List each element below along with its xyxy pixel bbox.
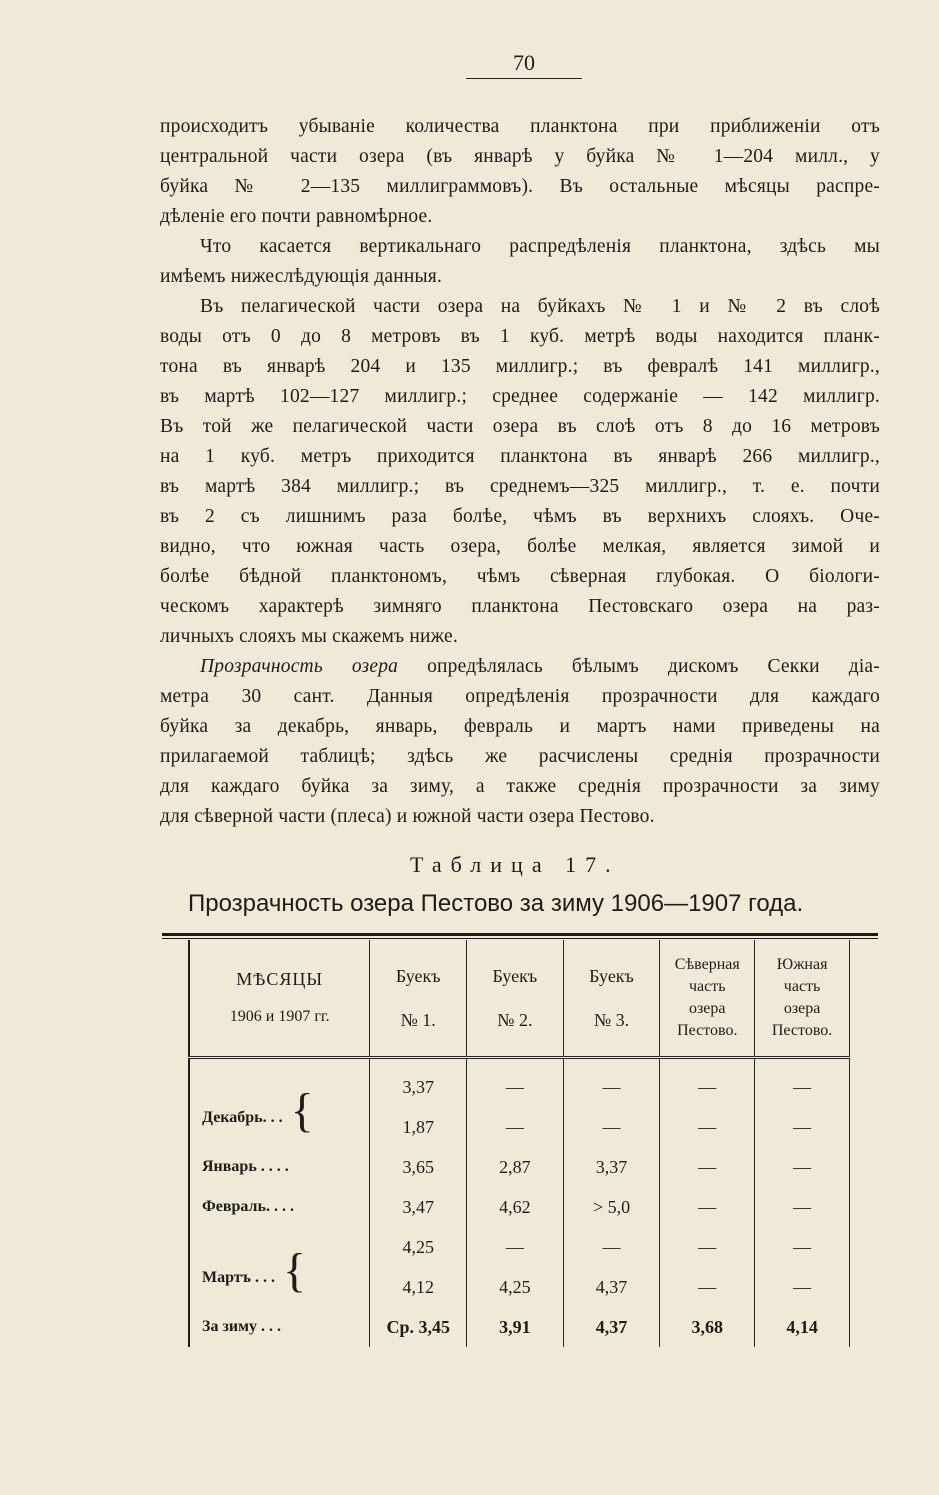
cell-buoy-2: 3,91: [467, 1307, 564, 1347]
cell-south: —: [755, 1058, 850, 1108]
cell-buoy-1: 3,37: [370, 1058, 467, 1108]
cell-north: —: [660, 1147, 755, 1187]
cell-south: —: [755, 1267, 850, 1307]
text-line: происходитъ убываніе количества планктона при приближеніи отъ: [160, 116, 880, 137]
text-line: видно, что южная часть озера, болѣе мелкая, является зимой и: [160, 536, 880, 557]
cell-north: —: [660, 1267, 755, 1307]
header-buoy-3-number: № 3.: [593, 1010, 630, 1030]
table-top-rule-thin: [162, 938, 878, 939]
table-row: [189, 1147, 850, 1187]
header-months-years: 1906 и 1907 гг.: [229, 1008, 330, 1025]
cell-south: —: [755, 1227, 850, 1267]
header-south-line: Южная: [776, 956, 828, 973]
text-line: для каждаго буйка за зиму, а также среднія прозрачности за зиму: [160, 776, 880, 797]
month-label: Мартъ . . .: [202, 1269, 275, 1286]
month-cell: [189, 1227, 370, 1307]
month-cell: Февраль. . . .: [189, 1187, 370, 1227]
text-line: личныхъ слояхъ мы скажемъ ниже.: [160, 626, 458, 647]
cell-buoy-1: 3,47: [370, 1187, 467, 1227]
header-north-line: часть: [688, 978, 726, 995]
text-line: имѣемъ нижеслѣдующія данныя.: [160, 266, 443, 287]
cell-buoy-2: —: [467, 1107, 564, 1147]
text-line: Въ пелагической части озера на буйкахъ № 1 и № 2 въ слоѣ: [200, 296, 880, 317]
cell-north: —: [660, 1107, 755, 1147]
header-north-line: Пестово.: [677, 1022, 738, 1039]
table-top-rule: [162, 933, 878, 936]
header-buoy-1-number: № 1.: [400, 1010, 436, 1030]
paragraph-3: [160, 292, 880, 652]
text-line: въ мартѣ 384 миллигр.; въ среднемъ—325 миллигр., т. е. почти: [160, 476, 880, 497]
header-buoy-2-number: № 2.: [497, 1010, 533, 1030]
cell-north: —: [660, 1227, 755, 1267]
header-buoy-1-title: Буекъ: [395, 966, 441, 986]
header-buoy-2-title: Буекъ: [492, 966, 538, 986]
text-line: буйка № 2—135 миллиграммовъ). Въ остальные мѣсяцы распре-: [160, 176, 880, 197]
cell-buoy-2: 4,62: [467, 1187, 564, 1227]
cell-buoy-3: 3,37: [563, 1147, 660, 1187]
paragraph-1: [160, 112, 880, 232]
header-south-line: часть: [783, 978, 821, 995]
brace-symbol: {: [290, 1084, 314, 1137]
cell-buoy-1: 4,12: [370, 1267, 467, 1307]
month-cell: [189, 1058, 370, 1148]
table-row: [189, 1227, 850, 1267]
cell-buoy-2: 4,25: [467, 1267, 564, 1307]
table-header-row: [189, 940, 850, 1058]
cell-buoy-3: 4,37: [563, 1267, 660, 1307]
cell-buoy-1: 3,65: [370, 1147, 467, 1187]
cell-buoy-3: —: [563, 1058, 660, 1108]
italic-lead: Прозрачность озера: [200, 656, 399, 677]
text-line: центральной части озера (въ январѣ у буйка № 1—204 милл., у: [160, 146, 880, 167]
text-line: буйка за декабрь, январь, февраль и мартъ нами приведены на: [160, 716, 880, 737]
text-line: ческомъ характерѣ зимняго планктона Пестовскаго озера на раз-: [160, 596, 880, 617]
cell-south: —: [755, 1187, 850, 1227]
text-fragment: опредѣлялась бѣлымъ дискомъ Секки діа-: [398, 656, 880, 677]
header-buoy-3-title: Буекъ: [589, 966, 634, 986]
text-line: болѣе бѣдной планктономъ, чѣмъ сѣверная глубокая. О біологи-: [160, 566, 880, 587]
brace-symbol: {: [282, 1244, 307, 1297]
text-line: для сѣверной части (плеса) и южной части озера Пестово.: [160, 806, 655, 827]
text-line: тона въ январѣ 204 и 135 миллигр.; въ февралѣ 141 миллигр.,: [160, 356, 880, 377]
paragraph-2: [160, 232, 880, 292]
cell-buoy-1: Ср. 3,45: [370, 1307, 467, 1347]
cell-buoy-1: 4,25: [370, 1227, 467, 1267]
text-line: Что касается вертикальнаго распредѣленія планктона, здѣсь мы: [200, 236, 880, 257]
cell-buoy-3: —: [563, 1227, 660, 1267]
table-row-total: [189, 1307, 850, 1347]
cell-north: —: [660, 1187, 755, 1227]
header-buoy-1: [370, 940, 467, 1058]
text-line: въ 2 съ лишнимъ раза болѣе, чѣмъ въ верхнихъ слояхъ. Оче-: [160, 506, 880, 527]
header-months-title: МѢСЯЦЫ: [236, 969, 324, 989]
header-south: [755, 940, 850, 1058]
cell-buoy-2: —: [467, 1227, 564, 1267]
cell-south: 4,14: [755, 1307, 850, 1347]
text-line: на 1 куб. метръ приходится планктона въ январѣ 266 миллигр.,: [160, 446, 880, 467]
transparency-table: [188, 940, 850, 1347]
cell-buoy-3: —: [563, 1107, 660, 1147]
table-label: Таблица 17.: [410, 852, 620, 877]
cell-buoy-2: —: [467, 1058, 564, 1108]
cell-north: 3,68: [660, 1307, 755, 1347]
header-months: [189, 940, 370, 1058]
body-text: [160, 112, 880, 832]
table-row: [189, 1058, 850, 1108]
header-north-line: Сѣверная: [674, 956, 740, 973]
text-line: воды отъ 0 до 8 метровъ въ 1 куб. метрѣ воды находится планк-: [160, 326, 880, 347]
text-line: въ мартѣ 102—127 миллигр.; среднее содержаніе — 142 миллигр.: [160, 386, 880, 407]
month-cell: За зиму . . .: [189, 1307, 370, 1347]
header-south-line: озера: [783, 1000, 821, 1017]
cell-buoy-2: 2,87: [467, 1147, 564, 1187]
text-line: метра 30 сант. Данныя опредѣленія прозрачности для каждаго: [160, 686, 880, 707]
cell-south: —: [755, 1147, 850, 1187]
paragraph-4: [160, 652, 880, 832]
cell-buoy-3: 4,37: [563, 1307, 660, 1347]
cell-buoy-1: 1,87: [370, 1107, 467, 1147]
month-label: Декабрь. . .: [202, 1109, 283, 1126]
table-title: Прозрачность озера Пестово за зиму 1906—1907 года.: [188, 890, 804, 917]
header-buoy-3: [563, 940, 660, 1058]
cell-buoy-3: > 5,0: [563, 1187, 660, 1227]
header-buoy-2: [467, 940, 564, 1058]
cell-north: —: [660, 1058, 755, 1108]
text-line: [160, 652, 880, 682]
text-line: Въ той же пелагической части озера въ слоѣ отъ 8 до 16 метровъ: [160, 416, 880, 437]
table-row: [189, 1187, 850, 1227]
month-cell: Январь . . . .: [189, 1147, 370, 1187]
cell-south: —: [755, 1107, 850, 1147]
header-north: [660, 940, 755, 1058]
header-north-line: озера: [688, 1000, 726, 1017]
text-line: дѣленіе его почти равномѣрное.: [160, 206, 433, 227]
page-number: 70: [466, 50, 582, 79]
header-south-line: Пестово.: [771, 1022, 833, 1039]
text-line: прилагаемой таблицѣ; здѣсь же расчислены среднія прозрачности: [160, 746, 880, 767]
